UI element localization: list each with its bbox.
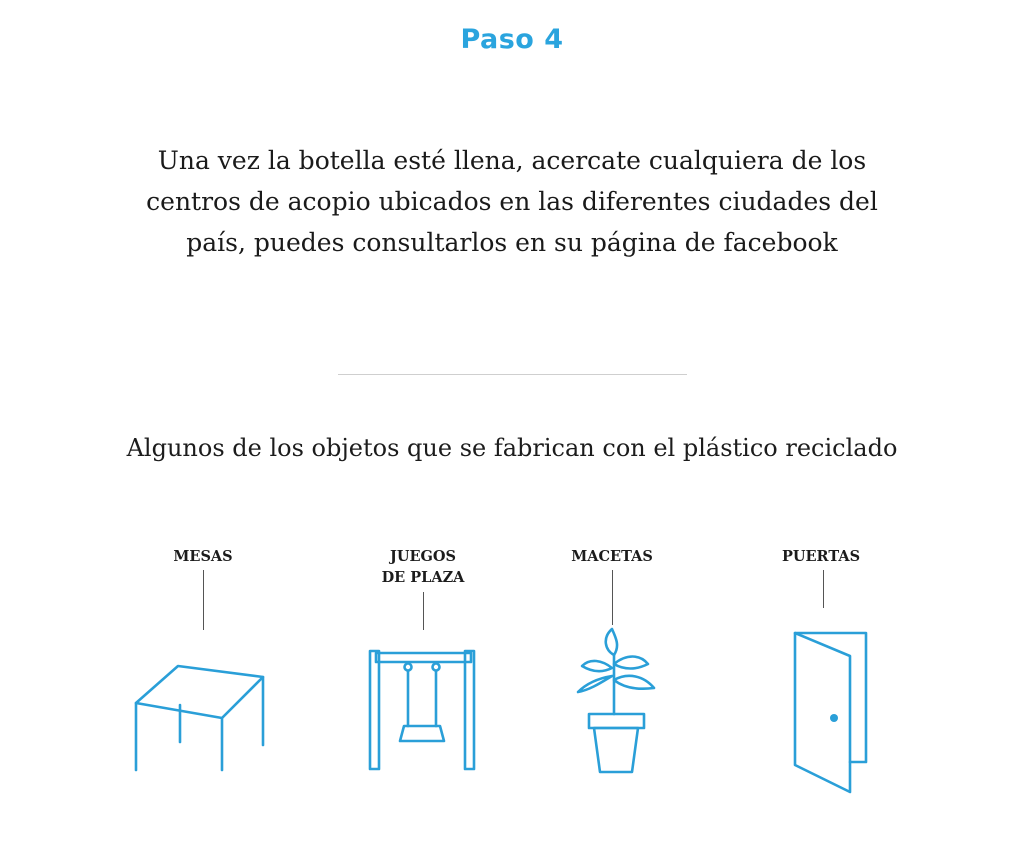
leader-line	[823, 570, 824, 608]
step-description-line: centros de acopio ubicados en las diferentes ciudades del	[146, 187, 878, 216]
leader-line	[423, 592, 424, 630]
step-description-line: Una vez la botella esté llena, acercate cualquiera de los	[157, 146, 867, 175]
leader-line	[203, 570, 204, 630]
item-label-puertas	[721, 546, 921, 567]
item-label-mesas	[103, 546, 303, 567]
step-title: Paso 4	[460, 24, 564, 55]
item-label-line: MACETAS	[571, 548, 653, 565]
item-label-line: DE PLAZA	[381, 569, 465, 586]
objects-heading: Algunos de los objetos que se fabrican con el plástico reciclado	[126, 434, 898, 462]
item-label-macetas	[512, 546, 712, 567]
step-description	[60, 140, 964, 263]
item-label-line: JUEGOS	[389, 548, 457, 565]
section-divider	[338, 374, 687, 375]
item-label-juegos-de-plaza	[323, 546, 523, 588]
leader-line	[612, 570, 613, 625]
item-label-line: MESAS	[173, 548, 233, 565]
item-label-line: PUERTAS	[781, 548, 861, 565]
step-description-line: país, puedes consultarlos en su página de facebook	[186, 228, 838, 257]
